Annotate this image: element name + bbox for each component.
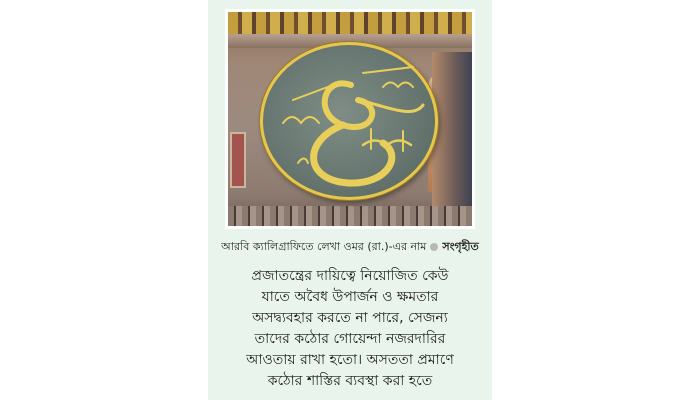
calligraphy-strokes-icon [263,45,435,197]
calligraphy-photo [228,12,472,226]
calligraphy-medallion [260,42,438,200]
image-caption [208,238,492,257]
pull-quote-line: তাদের কঠোর গোয়েন্দা নজরদারির [254,331,446,347]
pull-quote [208,266,492,392]
pull-quote-line: আওতায় রাখা হতো। অসততা প্রমাণে [246,352,454,368]
caption-text: আরবি ক্যালিগ্রাফিতে লেখা ওমর (রা.)-এর নাম [221,240,427,253]
marble-panel [230,132,246,188]
pull-quote-line: অসদ্ব্যবহার করতে না পারে, সেজন্য [252,310,448,326]
article-panel [208,0,492,400]
pillar [432,52,472,212]
pull-quote-line: যাতে অবৈধ উপার্জন ও ক্ষমতার [261,289,439,305]
decorative-frieze-bottom [228,206,472,226]
decorative-frieze-top [228,12,472,34]
photo-frame [225,9,475,229]
pull-quote-line: প্রজাতন্ত্রের দায়িত্বে নিয়োজিত কেউ [251,268,449,284]
pull-quote-line: কঠোর শাস্তির ব্যবস্থা করা হতে [267,373,433,389]
photo-credit: সংগৃহীত [442,240,479,253]
bullet-dot-icon [430,243,438,251]
